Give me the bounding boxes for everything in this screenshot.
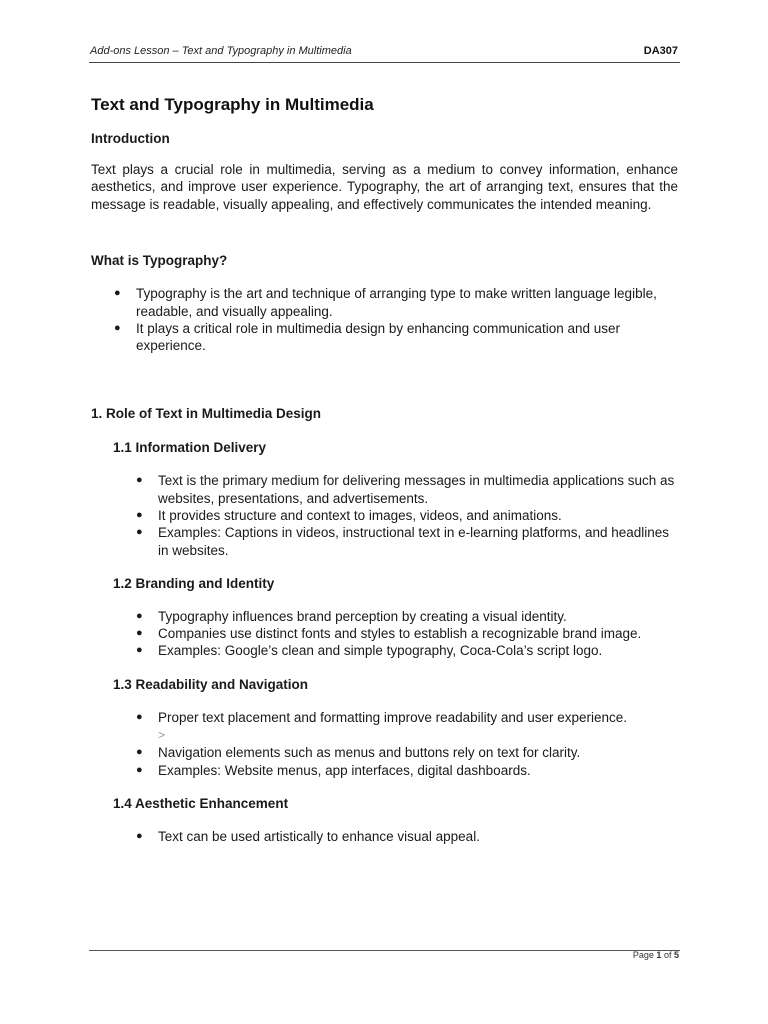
list-item-text: Examples: Captions in videos, instructional text in e-learning platforms, and headlines in websites. (158, 525, 670, 558)
list-item-text: Navigation elements such as menus and buttons rely on text for clarity. (158, 745, 581, 761)
typography-bullet-list (91, 285, 678, 354)
subsection-1-4-heading: 1.4 Aesthetic Enhancement (113, 795, 289, 811)
page-header (89, 45, 680, 63)
subsection-1-2-heading: 1.2 Branding and Identity (113, 575, 275, 591)
list-item (136, 762, 678, 779)
bullet-icon: ● (136, 644, 143, 657)
bullet-icon: ● (136, 710, 143, 723)
list-item (136, 709, 678, 745)
list-item-text: Proper text placement and formatting improve readability and user experience. (158, 709, 627, 725)
list-item (136, 828, 678, 845)
subsection-1-4-bullet-list (91, 828, 678, 845)
page-number (633, 950, 679, 960)
list-item-text: Examples: Google’s clean and simple typography, Coca-Cola’s script logo. (158, 643, 603, 659)
list-item-text: Typography is the art and technique of arranging type to make written language legible, readable, and visually appealing. (136, 286, 657, 319)
list-item (136, 642, 678, 659)
subsection-1-3-heading: 1.3 Readability and Navigation (113, 676, 309, 692)
total-pages-number: 5 (673, 950, 679, 960)
document-body (91, 94, 678, 845)
bullet-icon: ● (136, 474, 143, 487)
bullet-icon: ● (136, 763, 143, 776)
bullet-icon: ● (136, 609, 143, 622)
bullet-icon: ● (114, 287, 121, 300)
list-item (136, 625, 678, 642)
bullet-icon: ● (136, 509, 143, 521)
subsection-1-1-heading: 1.1 Information Delivery (113, 440, 267, 456)
stray-mark: > (158, 728, 166, 743)
introduction-paragraph: Text plays a crucial role in multimedia, serving as a medium to convey information, enhance aesthetics, and improve user experience. Typography, the art of arranging text, ensures that the message is readable, visually appealing, and effectively communicates the intended meaning. (91, 162, 678, 212)
bullet-icon: ● (136, 627, 143, 640)
of-label: of (663, 950, 672, 960)
subsection-1-1-bullet-list (91, 472, 678, 558)
bullet-icon: ● (136, 829, 143, 842)
header-course-code: DA307 (643, 45, 678, 57)
page-label: Page (632, 950, 654, 960)
document-title: Text and Typography in Multimedia (91, 95, 374, 114)
typography-heading: What is Typography? (91, 253, 228, 269)
list-item-text: Text is the primary medium for delivering messages in multimedia applications such as websites, presentations, and advertisements. (158, 473, 675, 506)
subsection-1-3-bullet-list (91, 709, 678, 779)
footer-divider (89, 950, 680, 951)
list-item (136, 524, 678, 559)
bullet-icon: ● (114, 321, 121, 334)
list-item (136, 507, 678, 524)
list-item-text: It plays a critical role in multimedia design by enhancing communication and user experience. (136, 320, 620, 354)
list-item-text: Typography influences brand perception by creating a visual identity. (158, 608, 567, 624)
list-item-text: Text can be used artistically to enhance visual appeal. (158, 828, 480, 844)
section-1-heading: 1. Role of Text in Multimedia Design (91, 406, 322, 422)
header-lesson-title: Add-ons Lesson – Text and Typography in Multimedia (90, 45, 352, 57)
list-item (136, 472, 678, 507)
current-page-number: 1 (656, 950, 662, 960)
introduction-heading: Introduction (91, 131, 170, 146)
list-item-text: It provides structure and context to images, videos, and animations. (158, 508, 562, 523)
list-item (114, 285, 678, 320)
list-item (136, 744, 678, 761)
subsection-1-2-bullet-list (91, 608, 678, 660)
bullet-icon: ● (136, 746, 143, 759)
list-item-text: Companies use distinct fonts and styles to establish a recognizable brand image. (158, 626, 642, 642)
list-item (136, 608, 678, 625)
list-item-text: Examples: Website menus, app interfaces, digital dashboards. (158, 762, 531, 778)
bullet-icon: ● (136, 526, 143, 539)
list-item (114, 320, 678, 355)
